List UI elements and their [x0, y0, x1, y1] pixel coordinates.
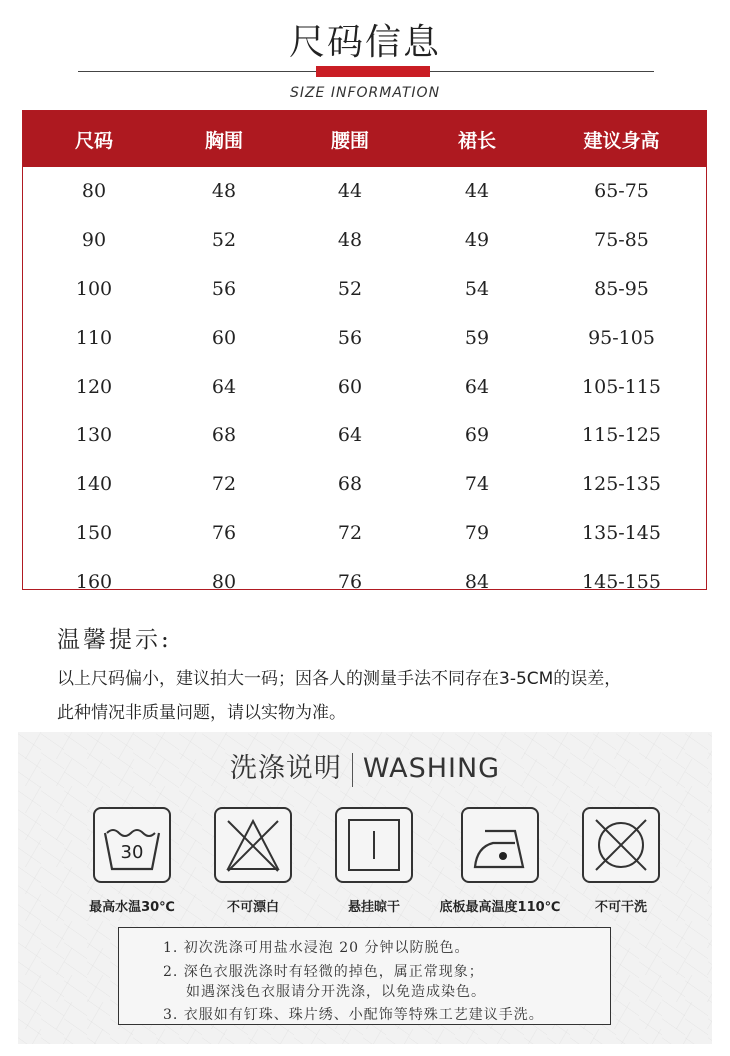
- cell-height: 135-145: [582, 521, 661, 544]
- table-row: [23, 460, 706, 509]
- table-row: [23, 557, 706, 606]
- table-row: [23, 313, 706, 362]
- cell-height: 85-95: [594, 277, 649, 300]
- cell-size: 80: [81, 180, 107, 203]
- size-table: [22, 110, 707, 593]
- cell-size: 110: [75, 326, 113, 349]
- washing-title-cn: 洗涤说明: [229, 753, 342, 784]
- cell-waist: 44: [337, 180, 363, 203]
- cell-skirt-length: 64: [464, 375, 490, 398]
- column-header-waist: 腰围: [330, 129, 369, 152]
- cell-waist: 56: [337, 326, 363, 349]
- table-row: [23, 265, 706, 314]
- iron-110-icon: [461, 807, 539, 883]
- cell-chest: 48: [211, 180, 237, 203]
- wash-30-label: 最高水温30℃: [89, 900, 175, 915]
- cell-chest: 52: [211, 229, 237, 252]
- cell-chest: 80: [211, 570, 237, 593]
- washing-note: 3. 衣服如有钉珠、珠片绣、小配饰等特殊工艺建议手洗。: [163, 1007, 544, 1023]
- cell-size: 160: [75, 570, 113, 593]
- column-header-skirt-length: 裙长: [457, 129, 496, 152]
- title-separator: [352, 753, 353, 787]
- cell-skirt-length: 54: [464, 277, 490, 300]
- no-bleach-label: 不可漂白: [226, 900, 279, 915]
- iron-110-label: 底板最高温度110℃: [439, 900, 561, 915]
- tips-title: 温馨提示:: [57, 627, 172, 653]
- column-header-chest: 胸围: [204, 129, 243, 152]
- table-row: [23, 216, 706, 265]
- washing-title-en: WASHING: [362, 753, 501, 784]
- washing-notes: [118, 927, 611, 1025]
- washing-title: [18, 746, 712, 787]
- cell-waist: 52: [337, 277, 363, 300]
- cell-height: 125-135: [582, 473, 661, 496]
- no-bleach-icon: [214, 807, 292, 883]
- cell-height: 105-115: [582, 375, 661, 398]
- cell-height: 115-125: [582, 424, 661, 447]
- cell-skirt-length: 79: [464, 521, 490, 544]
- cell-height: 145-155: [582, 570, 661, 593]
- washing-section: [18, 732, 712, 1044]
- cell-waist: 48: [337, 229, 363, 252]
- cell-height: 75-85: [594, 229, 649, 252]
- cell-chest: 60: [211, 326, 237, 349]
- cell-chest: 56: [211, 277, 237, 300]
- cell-size: 90: [81, 229, 107, 252]
- washing-note: 2. 深色衣服洗涤时有轻微的掉色，属正常现象；: [163, 964, 484, 980]
- table-row: [23, 362, 706, 411]
- cell-size: 130: [75, 424, 113, 447]
- cell-chest: 72: [211, 473, 237, 496]
- cell-skirt-length: 69: [464, 424, 490, 447]
- cell-waist: 68: [337, 473, 363, 496]
- cell-waist: 60: [337, 375, 363, 398]
- column-header-size: 尺码: [74, 129, 113, 152]
- tips-line: 此种情况非质量问题，请以实物为准。: [57, 703, 346, 723]
- cell-skirt-length: 59: [464, 326, 490, 349]
- line-dry-icon: [335, 807, 413, 883]
- tips-line: 以上尺码偏小，建议拍大一码；因各人的测量手法不同存在3-5CM的误差，: [57, 669, 622, 689]
- cell-chest: 68: [211, 424, 237, 447]
- size-table-body: [23, 167, 706, 606]
- cell-skirt-length: 49: [464, 229, 490, 252]
- no-dry-clean-label: 不可干洗: [594, 900, 647, 915]
- cell-height: 95-105: [588, 326, 655, 349]
- no-dry-clean-icon: [582, 807, 660, 883]
- title-accent-bar: [316, 66, 430, 77]
- table-row: [23, 411, 706, 460]
- cell-waist: 64: [337, 424, 363, 447]
- wash-30-icon: [93, 807, 171, 883]
- washing-note: 1. 初次洗涤可用盐水浸泡 20 分钟以防脱色。: [163, 940, 470, 956]
- column-header-height: 建议身高: [583, 129, 660, 152]
- cell-waist: 72: [337, 521, 363, 544]
- cell-chest: 64: [211, 375, 237, 398]
- cell-height: 65-75: [594, 180, 649, 203]
- page-subtitle: SIZE INFORMATION: [289, 85, 441, 101]
- cell-size: 140: [75, 473, 113, 496]
- cell-waist: 76: [337, 570, 363, 593]
- table-row: [23, 509, 706, 558]
- cell-chest: 76: [211, 521, 237, 544]
- table-row: [23, 167, 706, 216]
- cell-size: 100: [75, 277, 113, 300]
- page-title: 尺码信息: [288, 22, 441, 63]
- washing-note: 如遇深浅色衣服请分开洗涤，以免造成染色。: [186, 984, 486, 1000]
- cell-size: 120: [75, 375, 113, 398]
- wash-temp-number: 30: [120, 842, 144, 863]
- line-dry-label: 悬挂晾干: [347, 900, 400, 915]
- cell-skirt-length: 74: [464, 473, 490, 496]
- cell-skirt-length: 44: [464, 180, 490, 203]
- cell-size: 150: [75, 521, 113, 544]
- size-table-header: [23, 111, 706, 167]
- cell-skirt-length: 84: [464, 570, 490, 593]
